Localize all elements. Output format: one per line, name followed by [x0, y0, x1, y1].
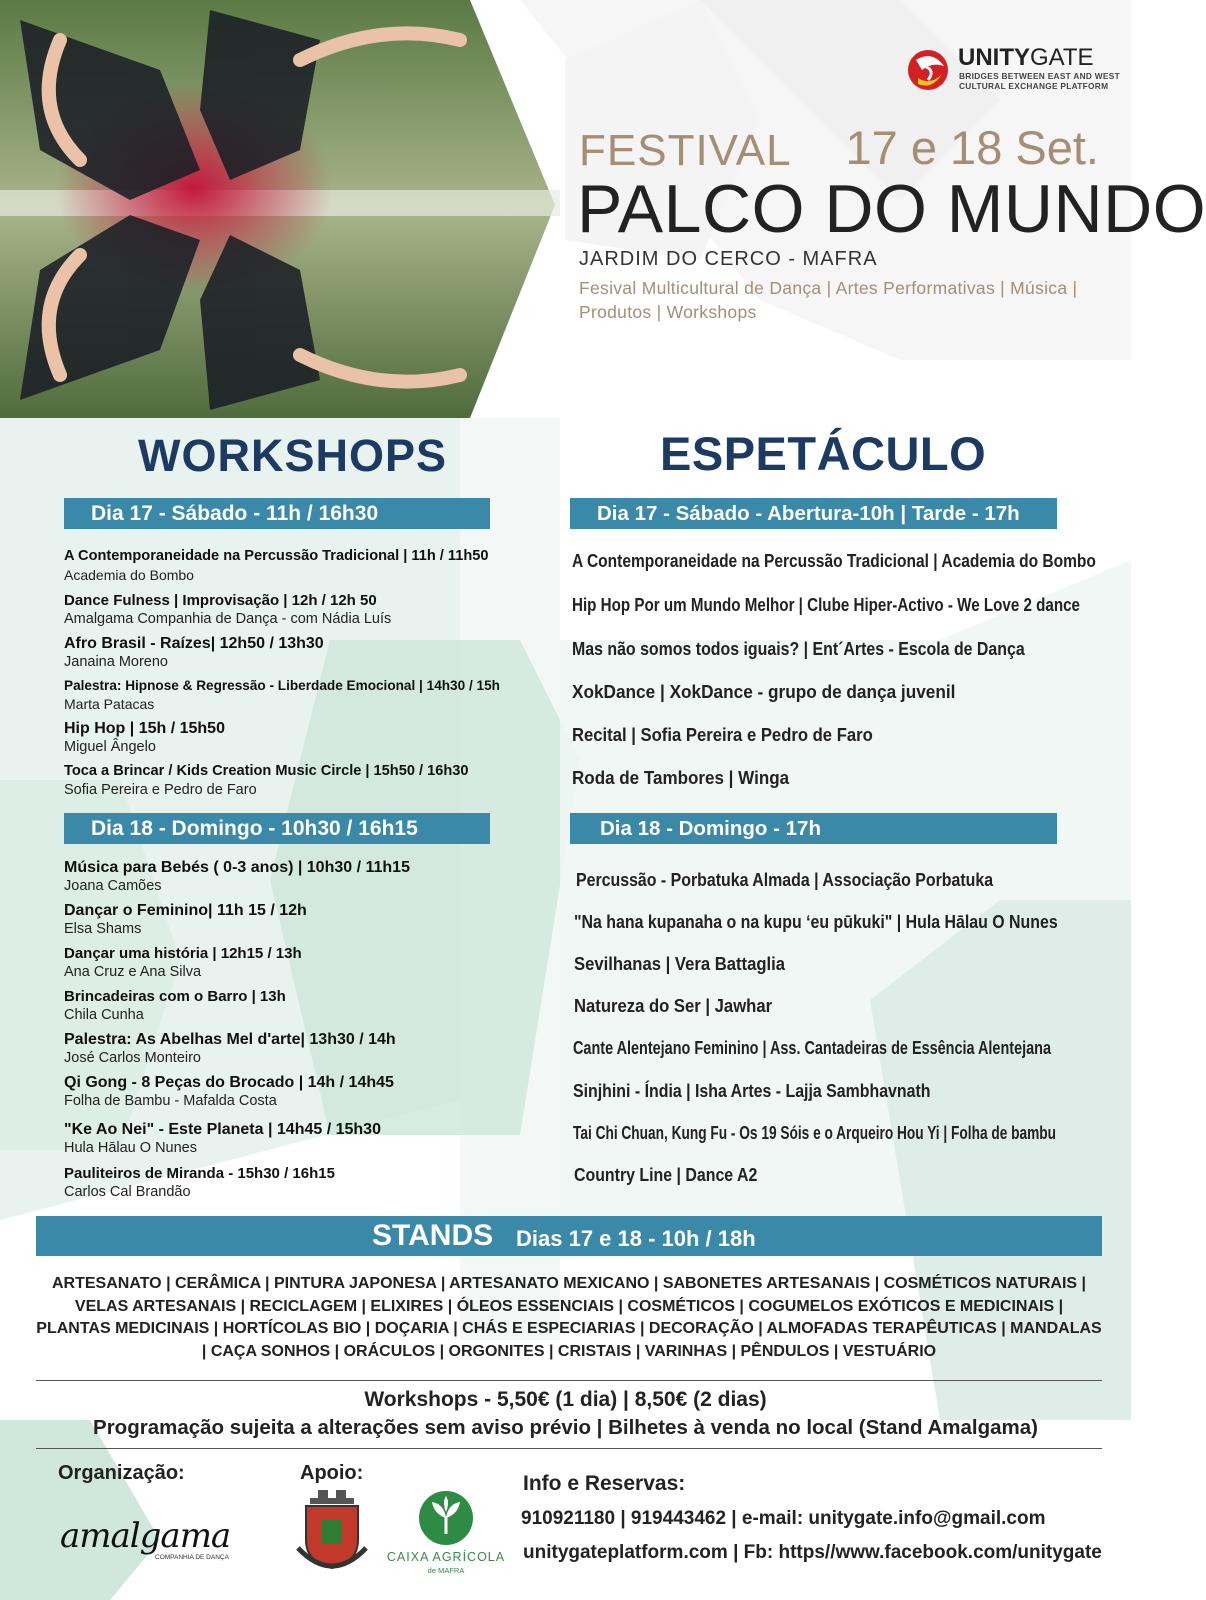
- unitygate-logo: [902, 44, 1120, 96]
- show-item: Natureza do Ser | Jawhar: [574, 995, 773, 1016]
- workshop-item: [64, 719, 534, 757]
- show-item: XokDance | XokDance - grupo de dança juvenil: [572, 681, 956, 702]
- amalgama-logo-sub: COMPANHIA DE DANÇA: [155, 1554, 229, 1561]
- show-item: "Na hana kupanaha o na kupu ʻeu pūkuki" | Hula Hālau O Nunes: [574, 911, 1058, 932]
- stands-days: Dias 17 e 18 - 10h / 18h: [516, 1226, 756, 1251]
- workshop-host: Ana Cruz e Ana Silva: [64, 964, 202, 980]
- workshop-item: [64, 547, 534, 585]
- workshop-title: Palestra: Hipnose & Regressão - Liberdade Emocional | 14h30 / 15h: [64, 678, 500, 693]
- workshop-title: Palestra: As Abelhas Mel d'arte| 13h30 / 14h: [64, 1031, 396, 1048]
- workshop-host: Chila Cunha: [64, 1007, 144, 1023]
- workshop-host: Folha de Bambu - Mafalda Costa: [64, 1093, 277, 1109]
- logo-brand-text: UNITYGATE: [958, 44, 1094, 71]
- workshop-pricing: Workshops - 5,50€ (1 dia) | 8,50€ (2 dias): [364, 1388, 767, 1411]
- espetaculo-day18-bar: Dia 18 - Domingo - 17h: [570, 813, 1057, 844]
- workshop-host: Hula Hālau O Nunes: [64, 1140, 197, 1156]
- workshop-title: Hip Hop | 15h / 15h50: [64, 720, 225, 737]
- workshop-title: Afro Brasil - Raízes| 12h50 / 13h30: [64, 635, 324, 652]
- festival-date: 17 e 18 Set.: [845, 121, 1099, 174]
- show-item: Sevilhanas | Vera Battaglia: [574, 953, 786, 974]
- mafra-crest-icon: [292, 1488, 372, 1580]
- workshop-host: Amalgama Companhia de Dança - com Nádia Luís: [64, 611, 392, 627]
- espetaculo-heading: ESPETÁCULO: [660, 427, 987, 480]
- organization-label: Organização:: [58, 1462, 185, 1484]
- show-item: A Contemporaneidade na Percussão Tradicional | Academia do Bombo: [572, 550, 1096, 571]
- stands-title: STANDS: [372, 1219, 494, 1252]
- stands-bar: [36, 1216, 1102, 1256]
- workshop-item: [64, 1073, 534, 1111]
- workshop-title: Qi Gong - 8 Peças do Brocado | 14h / 14h45: [64, 1074, 394, 1091]
- workshops-heading: WORKSHOPS: [138, 430, 448, 481]
- workshop-title: Dançar uma história | 12h15 / 13h: [64, 945, 302, 962]
- workshop-host: Academia do Bombo: [64, 567, 194, 583]
- logo-tagline-1: BRIDGES BETWEEN EAST AND WEST: [959, 71, 1120, 81]
- divider: [36, 1448, 1102, 1449]
- workshop-host: Carlos Cal Brandão: [64, 1184, 191, 1200]
- divider: [36, 1380, 1102, 1381]
- workshop-item: [64, 987, 534, 1025]
- workshop-title: Dançar o Feminino| 11h 15 / 12h: [64, 902, 307, 919]
- espetaculo-day17-bar: Dia 17 - Sábado - Abertura-10h | Tarde - 17h: [570, 498, 1057, 529]
- workshop-host: Sofia Pereira e Pedro de Faro: [64, 782, 257, 798]
- show-item: Roda de Tambores | Winga: [572, 767, 790, 788]
- workshop-title: Brincadeiras com o Barro | 13h: [64, 988, 286, 1005]
- workshop-host: Elsa Shams: [64, 921, 142, 937]
- workshop-item: [64, 676, 534, 714]
- festival-venue: JARDIM DO CERCO - MAFRA: [579, 248, 878, 270]
- workshop-title: Música para Bebés ( 0-3 anos) | 10h30 / 11h15: [64, 859, 410, 876]
- support-label: Apoio:: [300, 1462, 364, 1484]
- show-item: Hip Hop Por um Mundo Melhor | Clube Hiper-Activo - We Love 2 dance: [572, 594, 1080, 615]
- workshop-item: [64, 1030, 534, 1068]
- workshop-title: Dance Fulness | Improvisação | 12h / 12h 50: [64, 592, 377, 609]
- amalgama-logo: [58, 1512, 231, 1572]
- workshop-item: [64, 634, 534, 672]
- caixa-agricola-logo: [386, 1488, 506, 1580]
- show-item: Country Line | Dance A2: [574, 1164, 758, 1185]
- caixa-agricola-sub: de MAFRA: [427, 1566, 465, 1575]
- logo-tagline-2: CULTURAL EXCHANGE PLATFORM: [959, 81, 1109, 91]
- workshop-host: Marta Patacas: [64, 696, 155, 712]
- workshop-item: [64, 858, 534, 896]
- caixa-agricola-emblem-icon: [416, 1488, 476, 1548]
- workshop-host: Miguel Ângelo: [64, 739, 156, 755]
- show-item: Mas não somos todos iguais? | Ent´Artes - Escola de Dança: [572, 638, 1025, 659]
- workshop-item: [64, 591, 534, 629]
- workshop-host: Janaina Moreno: [64, 654, 168, 670]
- workshop-item: [64, 762, 534, 800]
- show-item: Tai Chi Chuan, Kung Fu - Os 19 Sóis e o Arqueiro Hou Yi | Folha de bambu: [573, 1122, 1057, 1143]
- workshop-item: [64, 944, 534, 982]
- unitygate-emblem-icon: [902, 44, 956, 96]
- workshop-host: José Carlos Monteiro: [64, 1050, 201, 1066]
- workshop-host: Joana Camões: [64, 878, 162, 894]
- stands-list: ARTESANATO | CERÂMICA | PINTURA JAPONESA | ARTESANATO MEXICANO | SABONETES ARTESANAIS | COSMÉTICOS NATURAIS | VELAS ARTESANAIS | RECICLAGEM | ELIXIRES | ÓLEOS ESSENCIAIS | COSMÉTICOS | COGUMELOS EXÓTICOS E MEDICINAIS | PLANTAS MEDICINAIS | HORTÍCOLAS BIO | DOÇARIA | CHÁS E ESPECIARIAS | DECORAÇÃO | ALMOFADAS TERAPÊUTICAS | MANDALAS | CAÇA SONHOS | ORÁCULOS | ORGONITES | CRISTAIS | VARINHAS | PÊNDULOS | VESTUÁRIO: [36, 1275, 1102, 1360]
- show-item: Recital | Sofia Pereira e Pedro de Faro: [572, 724, 873, 745]
- workshops-day18-bar: Dia 18 - Domingo - 10h30 / 16h15: [64, 813, 490, 844]
- workshop-title: A Contemporaneidade na Percussão Tradicional | 11h / 11h50: [64, 548, 489, 564]
- festival-subtitle: Fesival Multicultural de Dança | Artes Performativas | Música | Produtos | Workshops: [579, 278, 1078, 322]
- workshop-item: [64, 901, 534, 939]
- contact-phones-email[interactable]: 910921180 | 919443462 | e-mail: unitygate.info@gmail.com: [521, 1508, 1046, 1529]
- workshop-title: Toca a Brincar / Kids Creation Music Circle | 15h50 / 16h30: [64, 763, 469, 779]
- amalgama-logo-word: amalgama: [60, 1516, 231, 1556]
- info-label: Info e Reservas:: [523, 1472, 686, 1495]
- show-item: Cante Alentejano Feminino | Ass. Cantadeiras de Essência Alentejana: [573, 1037, 1051, 1058]
- contact-web[interactable]: unitygateplatform.com | Fb: https//www.facebook.com/unitygate: [523, 1542, 1102, 1563]
- workshop-item: [64, 1120, 534, 1158]
- workshop-title: "Ke Ao Nei" - Este Planeta | 14h45 / 15h30: [64, 1121, 381, 1138]
- festival-label: FESTIVAL: [579, 126, 792, 175]
- dancers-photo: [0, 0, 565, 418]
- workshops-day17-bar: Dia 17 - Sábado - 11h / 16h30: [64, 498, 490, 529]
- caixa-agricola-name: CAIXA AGRÍCOLA: [386, 1550, 506, 1564]
- disclaimer: Programação sujeita a alterações sem aviso prévio | Bilhetes à venda no local (Stand Amalgama): [93, 1416, 1038, 1439]
- show-item: Percussão - Porbatuka Almada | Associação Porbatuka: [576, 869, 994, 890]
- festival-name: PALCO DO MUNDO: [577, 171, 1206, 247]
- workshop-title: Pauliteiros de Miranda - 15h30 / 16h15: [64, 1165, 335, 1182]
- show-item: Sinjhini - Índia | Isha Artes - Lajja Sambhavnath: [573, 1080, 931, 1101]
- workshop-item: [64, 1164, 534, 1202]
